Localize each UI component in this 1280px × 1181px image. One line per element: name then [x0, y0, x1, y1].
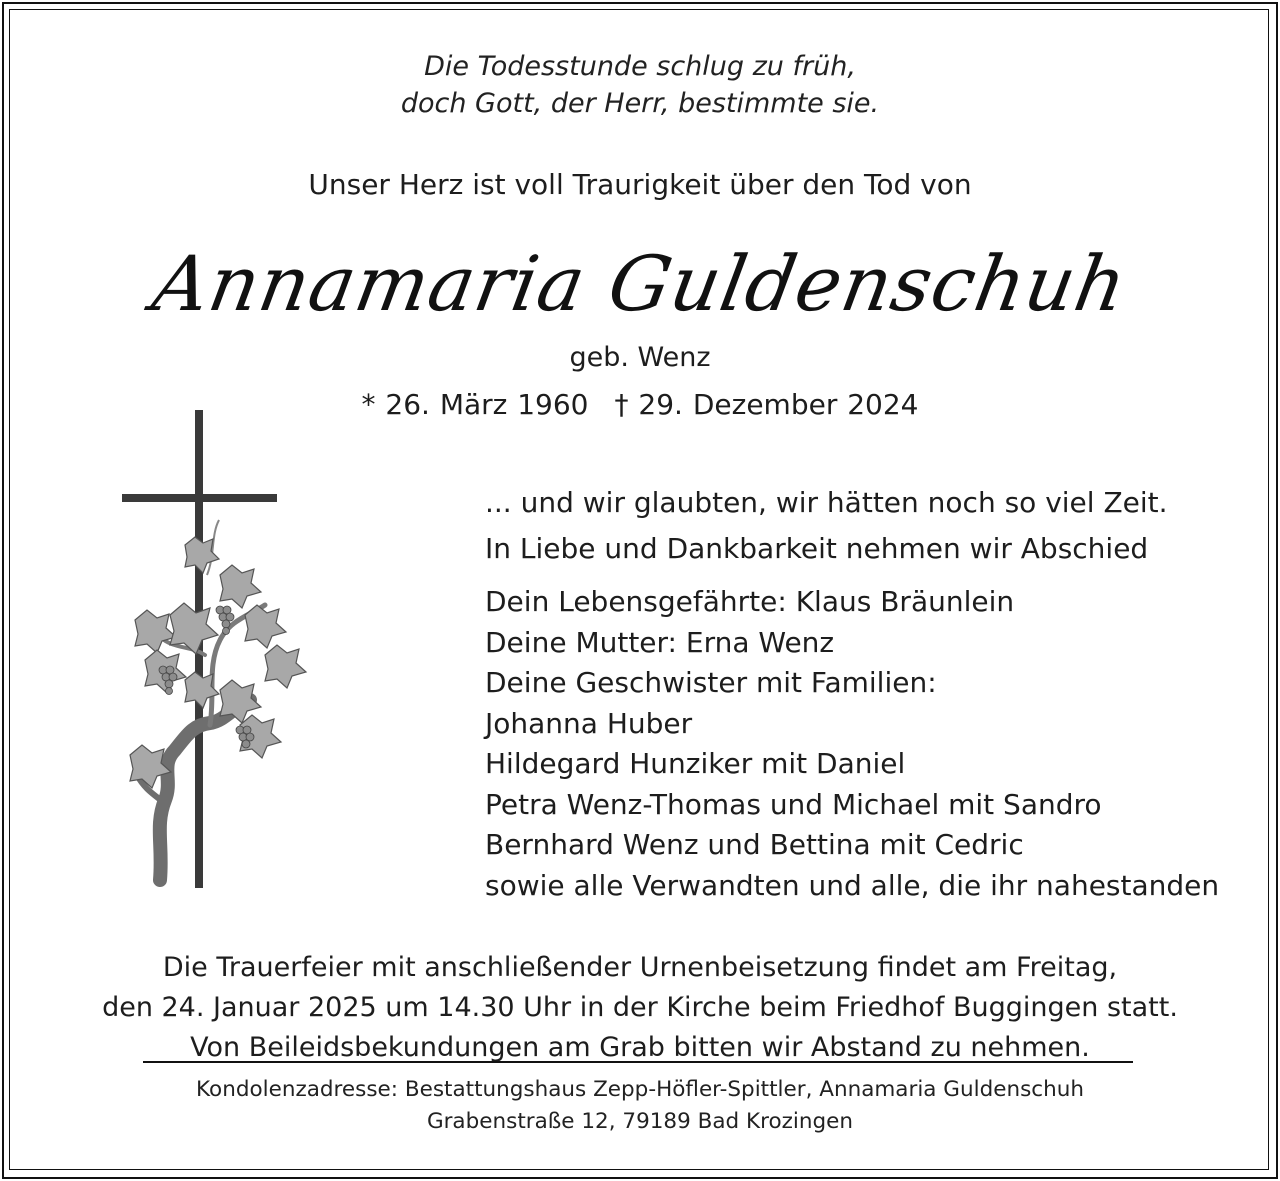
ceremony-notice [0, 948, 1280, 1068]
birth-name: geb. Wenz [569, 342, 711, 373]
condolence-line-1: Kondolenzadresse: Bestattungshaus Zepp-Höfler-Spittler, Annamaria Guldenschuh [196, 1077, 1084, 1102]
divider-line [143, 1061, 1133, 1063]
quote-line-2: In Liebe und Dankbarkeit nehmen wir Abschied [485, 532, 1149, 565]
mourner-line: Hildegard Hunziker mit Daniel [485, 747, 906, 780]
ceremony-line-3: Von Beileidsbekundungen am Grab bitten wir Abstand zu nehmen. [190, 1032, 1090, 1063]
birth-date: * 26. März 1960 [361, 388, 589, 421]
motto-line-1: Die Todesstunde schlug zu früh, [424, 51, 856, 82]
mourner-line: Deine Mutter: Erna Wenz [485, 625, 835, 659]
mourner-line: sowie alle Verwandten und alle, die ihr nahestanden [485, 868, 1220, 902]
motto-line-2: doch Gott, der Herr, bestimmte sie. [400, 88, 880, 119]
ceremony-line-1: Die Trauerfeier mit anschließender Urnenbeisetzung findet am Freitag, [162, 952, 1118, 983]
death-date: † 29. Dezember 2024 [614, 388, 919, 421]
condolence-line-2: Grabenstraße 12, 79189 Bad Krozingen [426, 1109, 854, 1134]
mourner-line: Johanna Huber [485, 706, 693, 740]
mourner-line: Dein Lebensgefährte: Klaus Bräunlein [485, 585, 1015, 618]
deceased-name: Annamaria Guldenschuh [146, 239, 1134, 328]
cross-with-grapevine-icon [115, 405, 310, 895]
motto-verse [0, 48, 1280, 122]
mourner-line: Petra Wenz-Thomas und Michael mit Sandro [485, 787, 1102, 821]
mourners-list [485, 582, 1219, 906]
mourner-line: Bernhard Wenz und Bettina mit Cedric [485, 828, 1024, 861]
intro-text: Unser Herz ist voll Traurigkeit über den Tod von [308, 168, 972, 201]
condolence-address [0, 1074, 1280, 1138]
closing-quote [485, 480, 1168, 572]
quote-line-1: ... und wir glaubten, wir hätten noch so viel Zeit. [485, 486, 1168, 519]
mourner-line: Deine Geschwister mit Familien: [485, 666, 937, 699]
ceremony-line-2: den 24. Januar 2025 um 14.30 Uhr in der Kirche beim Friedhof Buggingen statt. [102, 992, 1178, 1023]
